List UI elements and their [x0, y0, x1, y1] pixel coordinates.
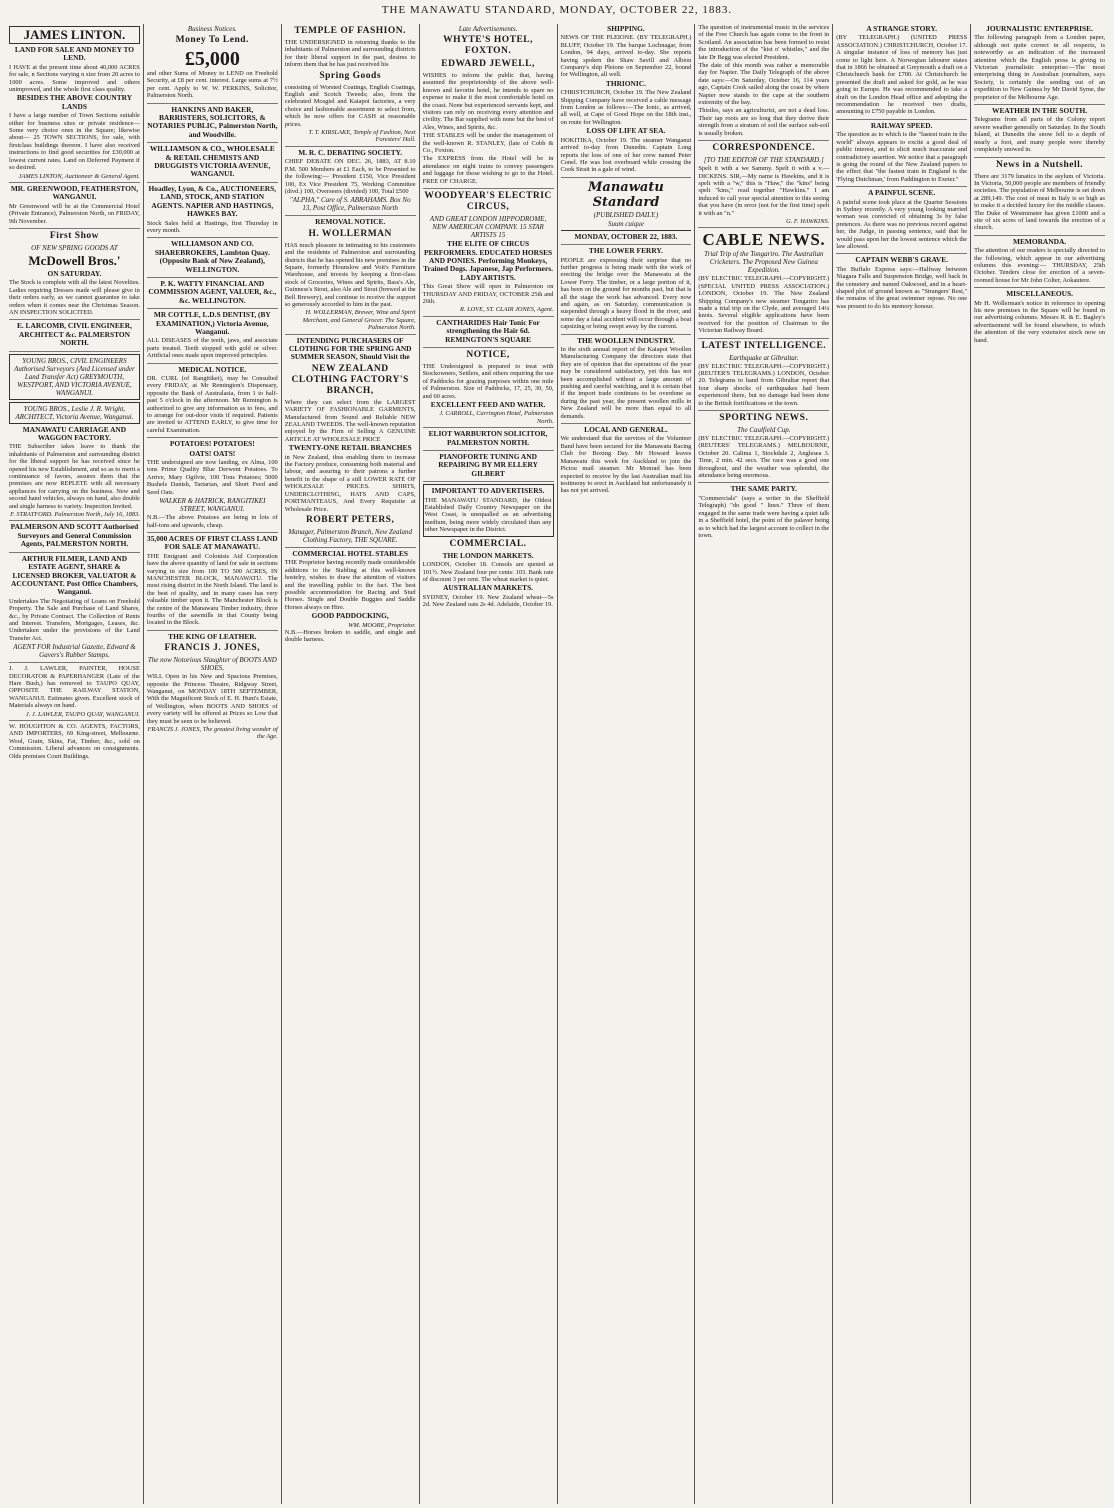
same-party-section	[698, 485, 829, 542]
weather-heading: WEATHER IN THE SOUTH.	[992, 106, 1088, 116]
intending-heading: INTENDING PURCHASERS OF CLOTHING FOR THE SPRING AND SUMMER SEASON, Should Visit the	[288, 335, 412, 362]
memoranda-heading: MEMORANDA.	[1012, 236, 1067, 246]
carriage-sig: F. STRATFORD. Palmerston North, July 16, 1883.	[10, 511, 140, 519]
local-heading: LOCAL AND GENERAL.	[584, 425, 668, 435]
cottle-heading: MR COTTLE, L.D.S DENTIST, (BY EXAMINATION,) Victoria Avenue, Wanganui.	[153, 310, 271, 336]
strange-story	[836, 25, 967, 120]
peters-sub: Manager, Palmerston Branch, New Zealand Clothing Factory, THE SQUARE.	[288, 527, 413, 544]
hoadley-text: Stock Sales held at Hastings, first Thursday in every month.	[146, 219, 278, 234]
music-text: The question of instrumental music in the services of the Free Church has again come to the front in Scotland. An association has been formed to resist the introduction of the "kist o' whistles," and the late Dr Begg was elected President.	[698, 24, 830, 61]
woodyear-dates: This Great Show will open in Palmerston on THURSDAY AND FRIDAY, OCTOBER 25th and 26th.	[422, 283, 554, 305]
aus-markets-heading: AUSTRALIAN MARKETS.	[443, 583, 534, 593]
late-ads-heading: Late Advertisements.	[458, 25, 518, 33]
piano-ad	[423, 453, 554, 482]
mcdowell-ad	[9, 231, 140, 320]
jewell-text: WISHES to inform the public that, having assumed the proprietorship of the above well-known and favorite hotel, he intends to spare no expense to make it the most comfortable hotel on the coast. None but experienced servants kept, and visitors can rely on receiving every attention and civility. The Bar supplied with none but the best of Ales, Wines, and Spirits, &c.	[422, 72, 554, 131]
nutshell-text: There are 3179 lunatics in the asylum of Victoria. In Victoria, 50,000 people are members of friendly societies. The population of Melbourne is set down at 289,149. The cost of meat in Italy is so high as to make it a decided luxury for the middle classes. The Duke of Westminster has given £1000 and a site of six acres of land towards the erection of a church.	[974, 172, 1105, 232]
aus-markets-text: SYDNEY, October 19. New Zealand wheat—5s 2d. New Zealand oats 2s 4d. Adelaide, October 19.	[422, 593, 554, 609]
painful-text: A painful scene took place at the Quarter Sessions in Sydney recently. A very young looking married woman was convicted of obtaining 3s by false pretences. As there was no previous record against her, the Judge, in passing sentence, said that he would pass upon her the lowest sentence which the law allowed.	[836, 198, 968, 250]
peters-name: ROBERT PETERS,	[306, 514, 395, 525]
cable-sub: Trial Trip of the Tongariro. The Australian Cricketers. The Proposed New Guinea Expedition.	[704, 250, 824, 275]
london-markets-text: LONDON, October 18. Consols are quoted at 101½. New Zealand four per cents: 103. Bank rate of discount 3 per cent. The wheat market is quiet.	[422, 561, 554, 583]
column-3	[282, 24, 420, 1504]
young-bros-ad-2	[9, 402, 140, 424]
linton-sub: LAND FOR SALE AND MONEY TO LEND.	[14, 45, 135, 63]
column-1	[6, 24, 144, 1504]
palmerson-ad	[9, 523, 140, 552]
oats-heading: OATS! OATS!	[189, 448, 236, 458]
larcombe-text: E. LARCOMB, CIVIL ENGINEER, ARCHITECT &c. PALMERSTON NORTH.	[16, 321, 132, 348]
nutshell-article	[974, 160, 1105, 236]
young-bros-ad-1	[9, 354, 140, 400]
jewell-stables: THE STABLES will be under the management of the well-known R. STANLEY, (late of Cobb & Co., Foxton.	[422, 132, 554, 155]
woodyear-heading: WOODYEAR'S ELECTRIC CIRCUS,	[424, 191, 552, 213]
jones-name: FRANCIS J. JONES,	[164, 643, 261, 654]
lawler-text: J. J. LAWLER, PAINTER, HOUSE DECORATOR & PAPERHANGER (Late of the Hare Bush,) has removed to TAUPO QUAY, OPPOSITE THE RAILWAY STATION, WANGANUI. Estimates given. Excellent stock of Materials always on hand.	[9, 665, 140, 710]
watty-ad	[147, 280, 278, 309]
memoranda-article	[974, 238, 1105, 288]
moore-text: N.B.—Horses broken to saddle, and single and double harness.	[284, 628, 416, 644]
piano-text: PIANOFORTE TUNING AND REPAIRING BY MR ELLERY GILBERT	[438, 452, 538, 478]
spring-heading: Spring Goods	[319, 70, 382, 81]
important-heading: IMPORTANT TO ADVERTISERS.	[431, 486, 545, 496]
commercial-section	[423, 539, 554, 612]
ferry-article	[561, 247, 692, 334]
stables-text: THE Proprietor having recently made considerable additions to the Stabling at this well-known hostelry, wishes to draw the attention of visitors and the travelling public to the fact. The best possible accommodation for Racing and Stud Horses. Single and Double Buggies and Saddle Horses always on Hire.	[284, 559, 416, 611]
wb-text: WILLIAMSON AND CO. SHAREBROKERS, Lambton Quay. (Opposite Bank of New Zealand), WELLINGTON.	[154, 239, 270, 274]
notice-heading: NOTICE,	[466, 349, 510, 360]
filmer-heading: ARTHUR FILMER, LAND AND ESTATE AGENT, SHARE & LICENSED BROKER, VALUATOR & ACCOUNTANT. Post Office Chambers, Wanganui.	[11, 553, 138, 597]
weather-article	[974, 107, 1105, 157]
shipping-section	[561, 25, 692, 178]
business-notices-heading: Business Notices.	[187, 25, 237, 33]
notice-text: THE Undersigned is prepared to treat with Stockowners, Settlers, and others requiring the use of Paddocks for grazing purposes within one mile of Palmerston. Size of Paddocks, 17, 25, 30, 50, and 60 acres.	[422, 362, 554, 400]
houghton-ad	[9, 723, 140, 763]
column-7	[833, 24, 971, 1504]
sporting-heading: SPORTING NEWS.	[719, 413, 809, 424]
agent-text: AGENT FOR Industrial Gazette, Edward & Gavers's Rubber Stamps.	[13, 643, 136, 660]
williamson-text: WILLIAMSON & CO., WHOLESALE & RETAIL CHEMISTS AND DRUGGISTS VICTORIA AVENUE, WANGANUI.	[149, 144, 275, 179]
first-show-sub: OF NEW SPRING GOODS AT	[31, 243, 118, 252]
sporting-text: (BY ELECTRIC TELEGRAPH.—COPYRIGHT.) (REUTERS' TELEGRAMS.) MELBOURNE, October 20. Calima 1, Stockdale 2, Anglesea 3. Time, 2 min. 42 secs. The race was a good one throughout, and the weather was splendid, the attendance being enormous.	[698, 435, 830, 480]
debating-ad	[285, 149, 416, 216]
column-6	[695, 24, 833, 1504]
twenty-one-heading: TWENTY-ONE RETAIL BRANCHES	[288, 443, 412, 453]
sporting-sub: The Caulfield Cup.	[737, 426, 791, 435]
woodyear-text: THE ELITE OF CIRCUS PERFORMERS. EDUCATED HORSES AND PONIES. Performing Monkeys, Trained Dogs. Japanese, Jap Performers. LADY ARTISTS.	[423, 239, 553, 282]
removal-ad	[285, 218, 416, 334]
clothing-ad	[285, 337, 416, 548]
whyte-ad	[423, 35, 554, 189]
temple-heading: TEMPLE OF FASHION.	[294, 26, 407, 36]
local-article	[561, 426, 692, 498]
wb-ad	[147, 240, 278, 278]
same-party-text: "Commercials" (says a writer in the Sheffield Telegraph) "do good " lines." Three of them engaged in the same trade were having a quiet talk in a Sheffield hotel, the point of the palaver being as to which had the largest account to collect in the town.	[698, 494, 830, 539]
paddocking-heading: GOOD PADDOCKING,	[311, 611, 389, 621]
hoadley-heading: Hoadley, Lyon, & Co., AUCTIONEERS, LAND, STOCK, AND STATION AGENTS. NAPIER AND HASTINGS, HAWKES BAY.	[148, 183, 277, 219]
latest-sub: Earthquake at Gibraltar.	[729, 353, 799, 362]
oats-text: THE undersigned are now landing, ex Alma, 100 tons Prime Quality Blue Derwent Potatoes. To Arrive, Mary Ogilvie, 100 Tons Potatoes; 5000 Bushels Danish, Tartarian, and Short Feed and Seed Oats.	[146, 459, 278, 496]
latest-section	[698, 341, 829, 411]
loss-heading: LOSS OF LIFE AT SEA.	[586, 126, 666, 136]
shipping-text: NEWS OF THE PLEIONE. (BY TELEGRAPH.) BLUFF, October 19. The barque Lochnagar, from London, 94 days, arrived to-day. She reports having spoken the Shaw Savill and Albion Company's ship Pleione on September 22, bound for Wellington, all well.	[560, 34, 692, 79]
correspondence-sub: [TO THE EDITOR OF THE STANDARD.]	[703, 156, 824, 165]
filmer-ad	[9, 555, 140, 663]
money-ad	[147, 35, 278, 104]
jones-sub: The now Notorious Slaughter of BOOTS AND SHOES,	[147, 656, 277, 673]
woodyear-sub: AND GREAT LONDON HIPPODROME, NEW AMERICAN COMPANY. 15 STAR ARTISTS 15	[429, 215, 547, 240]
wollerman-sig: H. WOLLERMAN, Brewer, Wine and Spirit Merchant, and General Grocer. The Square, Palmerston North.	[302, 309, 416, 332]
jones-ad	[147, 633, 278, 743]
weather-text: Telegrams from all parts of the Colony report severe weather generally on Saturday. In the South Island, at Dunedin the snow fell to a depth of nearly a foot, and many people were thereby completely snowed in.	[974, 116, 1105, 154]
linton-ad	[9, 26, 140, 183]
misc-article	[974, 290, 1105, 347]
manchester-text: THE Emigrant and Colonists Aid Corporation have the above quantity of land for sale in sections varying in size from 100 TO 500 ACRES, IN MANCHESTER BLOCK, MANAWATU. The most rising district in the North Island. The land is the best of quality, and in many cases has very valuable timber upon it. The Manchester Block is the centre of the Manawatu Timber industry, three fourths of the sawmills in that County being located in the Block.	[146, 552, 278, 627]
linton-sig: JAMES LINTON, Auctioneer & General Agent.	[18, 172, 140, 180]
nz-clothing-text: Where they can select from the LARGEST VARIETY OF FASHIONABLE GARMENTS, Manufactured from Sound and Reliable NEW ZEALAND TWEEDS. The well-known reputation enjoyed by the Firm of Selling A GENUINE ARTICLE AT WHOLESALE PRICE	[284, 398, 416, 443]
wollerman-text: HAS much pleasure in intimating to his customers and the residents of Palmerston and surrounding districts that he has opened his new premises in the Square, formerly Hounslow and Voit's Furniture Warehouse, and invests by keeping a first-class stock of Groceries, Wines and Spirits, Bass's Ale, Guinness's Stout, also Ale and Stout (brewed at the Bell Brewery), and continue to receive the support so generously accorded to him in the past.	[284, 241, 416, 308]
column-5	[558, 24, 696, 1504]
latest-heading: LATEST INTELLIGENCE.	[701, 340, 827, 351]
paper-motto: Suum cuique	[607, 219, 644, 228]
jewell-express: The EXPRESS from the Hotel will be in attendance on night trains to convey passengers and luggage for those wishing to go to the Hotel. FREE OF CHARGE.	[422, 155, 554, 185]
stables-ad	[285, 550, 416, 647]
twenty-one-text: in New Zealand, thus enabling them to increase the Factory produce, consuming both material and labour, and assuring to their patrons a further benefit in the shape of a still LOWER RATE OF WHOLESALE PRICES. SHIRTS, UNDERCLOTHING, HATS AND CAPS, PORTMANTEAUS, And Every Requisite at Wholesale Price.	[284, 453, 416, 513]
thistle-text: Thistles, says an agriculturist, are not a dead loss. Their tap roots are so long that they derive their strength from a stratum of soil the surface sub-soil is usually broken.	[698, 107, 830, 137]
jewell-name: EDWARD JEWELL,	[441, 59, 535, 69]
nz-clothing-heading: NEW ZEALAND CLOTHING FACTORY'S BRANCH,	[291, 363, 409, 396]
strange-heading: A STRANGE STORY.	[866, 24, 937, 33]
strange-text: (BY TELEGRAPH.) (UNITED PRESS ASSOCIATION.) CHRISTCHURCH, October 17. A singular instance of loss of memory has just come to light here. A Norwegian labourer states that in 1866 he obtained at Greymouth a draft on a Christchurch bank for £700. At Christchurch he presented the draft and asked for gold, as he was going to Europe. He was recommended to take a draft on the London Head office and adopting the recommendation he received two drafts, amounting to £750 payable in London.	[836, 34, 968, 116]
kirslake-sig: T. T. KIRSLAKE, Temple of Fashion, Next Foresters' Hall.	[308, 129, 416, 144]
jones-sig: FRANCIS J. JONES, The greatest living wonder of the Age.	[147, 726, 278, 741]
wollerman-name: H. WOLLERMAN	[308, 228, 392, 239]
masthead: THE MANAWATU STANDARD, MONDAY, OCTOBER 22, 1883.	[381, 4, 733, 16]
painful-scene	[836, 189, 967, 254]
carriage-ad	[9, 426, 140, 522]
first-show: First Show	[49, 230, 99, 241]
paper-name: Manawatu Standard	[588, 179, 664, 210]
medical-ad	[147, 366, 278, 439]
commercial-heading: COMMERCIAL.	[449, 538, 527, 549]
temple-text: THE UNDERSIGNED in returning thanks to the inhabitants of Palmerston and surrounding districts for their liberal support in the past, desires to inform them that he has just received his	[284, 39, 416, 69]
woodyear-sig: R. LOVE, ST. CLAIR JONES, Agent.	[460, 306, 554, 314]
webb-grave	[836, 256, 967, 313]
woollen-heading: THE WOOLLEN INDUSTRY.	[577, 335, 675, 345]
important-text: THE MANAWATU STANDARD, the Oldest Established Daily Country Newspaper on the West Coast, is unequalled as an advertising medium, being more widely circulated than any other Newspaper in the District.	[424, 496, 552, 534]
warburton-text: ELIOT WARBURTON SOLICITOR, PALMERSTON NORTH.	[428, 429, 548, 447]
railway-heading: RAILWAY SPEED.	[870, 120, 933, 130]
jones-text: WILL Open in his New and Spacious Premises, opposite the Princess Theatre, Ridgway Street, Wanganui, on MONDAY 18TH SEPTEMBER, With the Magnificent Stock of E. H. Hunt's Estate, of Wellington, when BOOTS AND SHOES of every variety will be offered at Prices so Low that they must be seen to be believed.	[146, 673, 278, 725]
besides-heading: BESIDES THE ABOVE COUNTRY LANDS	[16, 93, 133, 111]
medical-heading: MEDICAL NOTICE.	[178, 364, 247, 374]
paper-title-block	[561, 180, 692, 245]
london-markets-heading: THE LONDON MARKETS.	[442, 550, 534, 560]
besides-text: I have a large number of Town Sections suitable either for business sites or private residence—Some very choice ones in the Square; likewise about— 25 TOWN SECTIONS, for sale, with firstclass buildings thereon. I have also received instructions to find good securities for £30,000 at lowest current rates. Land on Deferred Payment if so desired.	[9, 112, 140, 172]
misc-articles	[698, 24, 829, 141]
paper-date: MONDAY, OCTOBER 22, 1883.	[574, 231, 678, 241]
webb-heading: CAPTAIN WEBB'S GRAVE.	[855, 255, 948, 265]
moore-sig: WM. MOORE, Proprietor.	[348, 621, 416, 629]
same-party-heading: THE SAME PARTY.	[730, 484, 798, 494]
money-text: and other Sums of Money to LEND on Freehold Security, at £8 per cent. interest. Large sums at 7½ per cent. Apply to W. W. PERKINS, Solicitor, Palmerston North.	[146, 70, 278, 100]
railway-text: The question as to which is the "fastest train in the world" always appears to excite a good deal of public interest, and to elicit much inaccurate and contradictory assertion. We notice that a paragraph is going the round of the New Zealand papers to the effect that "the fastest train in England is the 'Flying Dutchman,' from Paddington to Exeter."	[836, 131, 968, 183]
money-heading: Money To Lend.	[175, 35, 249, 45]
alpha-text: "ALPHA," Care of S. ABRAHAMS. Box No 13, Post Office, Palmerston North	[289, 196, 411, 213]
column-8	[971, 24, 1108, 1504]
railway-speed	[836, 122, 967, 187]
hoadley-ad	[147, 185, 278, 238]
feed-heading: EXCELLENT FEED AND WATER.	[430, 400, 546, 409]
correspondence-text: Spelt it with a we Sammy. Spelt it with a v.—DICKENS. SIR,—My name is Hawkins, and it is spelt with a "w," this is "Haw," the "kins" being spelt "kins," read together "Hawkins." I am induced to call your special attention to this seeing that you have (in error (not for the first time) spelt it with an "n."	[698, 165, 830, 217]
ferry-heading: THE LOWER FERRY.	[588, 246, 663, 256]
carroll-sig: J. CARROLL, Carrington Hotel, Palmerston North.	[439, 410, 554, 425]
warburton-ad	[423, 430, 554, 451]
paddock-notice	[423, 350, 554, 428]
thrionic-heading: THRIONIC.	[605, 78, 646, 88]
young-bros-text-2: YOUNG BROS., Leslie J. R. Wright, ARCHITECT, Victoria Avenue, Wanganui.	[15, 404, 134, 421]
correspondence-sig: G. F. HAWKINS.	[786, 217, 830, 225]
mcdowell-day: ON SATURDAY.	[47, 268, 102, 278]
greenwood-text: Mr Greenwood will be at the Commercial Hotel (Private Entrance), Palmerston North, on FRIDAY, 9th November.	[9, 202, 140, 225]
hankins-ad	[147, 106, 278, 144]
leather-heading: THE KING OF LEATHER.	[168, 631, 257, 641]
money-amount: £5,000	[184, 48, 240, 70]
correspondence-section	[698, 143, 829, 228]
shipping-heading: SHIPPING.	[607, 24, 645, 33]
linton-name: JAMES LINTON.	[9, 26, 140, 44]
journalistic-text: The following paragraph from a London paper, although not quite correct in all respects, is noteworthy as an indication of the increased attention which the English press is giving to Victorian journalistic enterprise:—The most enterprising thing in Australian journalism, says Society, is certainly the sending out of an expedition to New Guinea by Mr David Syme, the proprietor of the Melbourne Age.	[974, 34, 1105, 101]
greenwood-name: MR. GREENWOOD, FEATHERSTON, WANGANUI.	[10, 183, 139, 202]
journalistic-article	[974, 25, 1105, 105]
removal-heading: REMOVAL NOTICE.	[315, 217, 386, 227]
hankins-text: HANKINS AND BAKER, BARRISTERS, SOLICITORS, & NOTARIES PUBLIC, Palmerston North, and Woodville.	[147, 104, 278, 139]
walker-text: N.B.—The above Potatoes are being in lots of half-tons and upwards, cheap.	[146, 514, 278, 529]
watty-text: P. K. WATTY FINANCIAL AND COMMISSION AGENT, VALUER, &c., &c. WELLINGTON.	[148, 278, 277, 305]
cantharides-text: CANTHARIDES Hair Tonic For strengthening the Hair 6d. REMINGTON'S SQUARE	[436, 317, 540, 344]
palmerson-text: PALMERSON AND SCOTT Authorised Surveyors and General Commission Agents, PALMERSTON NORTH.	[10, 522, 139, 549]
cable-section	[698, 230, 829, 338]
latest-text: (BY ELECTRIC TELEGRAPH.—COPYRIGHT.) (REUTER'S TELEGRAMS.) LONDON, October 20. Telegrams to hand from Gibraltar report that four sharp shocks of earthquakes had been experienced there, but no damage had been done to the British fortifications or the town.	[698, 362, 830, 407]
important-ad	[423, 484, 554, 536]
column-2	[144, 24, 282, 1504]
journalistic-heading: JOURNALISTIC ENTERPRISE.	[986, 24, 1093, 33]
correspondence-heading: CORRESPONDENCE.	[712, 143, 816, 154]
manchester-heading: 35,000 ACRES OF FIRST CLASS LAND FOR SALE AT MANAWATU.	[147, 533, 278, 552]
cantharides-ad	[423, 319, 554, 348]
young-bros-text-1: YOUNG BROS., CIVIL ENGINEERS Authorised Surveyors (And Licensed under Land Transfer Act) GREYMOUTH, WESTPORT, AND VICTORIA AVENUE, WANGANUI.	[14, 356, 135, 397]
linton-text: I HAVE at the present time about 40,000 ACRES for sale, n Sections varying n size from 20 acres to 1000 acres. Some improved and others unimproved, and the whole first class quality.	[9, 63, 140, 94]
mcdowell-text: The Stock is complete with all the latest Novelties. Ladies requiring Dresses made will please give in their orders early, as we cannot guarantee to take orders when it comes near the Christmas Season. AN INSPECTION SOLICITED.	[9, 279, 140, 316]
mcdowell-name: McDowell Bros.'	[28, 252, 121, 268]
local-text: We understand that the services of the Volunteer Band have been secured for the Manawatu Racing Club for Boxing Day. Mr Howard leaves Manawatu this week for Auckland to join the Pictou mail steamer. Mr Monrad has been expected to receive by the last Australian mail his testimony to erect in Auckland but unfortunately it has not yet arrived.	[560, 435, 692, 495]
paper-sub: (PUBLISHED DAILY.)	[593, 210, 659, 219]
temple-ad	[285, 26, 416, 147]
lawler-sig: J. J. LAWLER, TAUPO QUAY, WANGANUI.	[25, 710, 140, 718]
walker-name: WALKER & HATRICK, RANGITIKEI STREET, WANGANUI.	[159, 497, 266, 514]
medical-text: DR. CURL (of Rangitikei), may be Consulted every FRIDAY, at Mr Remington's Dispensary, opposite the Bank of Australasia, from 1 to half-past 5 o'clock in the afternoon. Mr Remington is authorized to give any information as to fees, and to arrange for out-door visits if required. Patients are invited to ATTEND EARLY, to give time for careful Examination.	[146, 375, 278, 434]
potatoes-heading: POTATOES! POTATOES!	[169, 439, 255, 449]
filmer-text: Undertakes The Negotiating of Loans on Freehold Property. The Sale and Purchase of Land Shares, &c., by Private Contract. The Collection of Rents and Interest. Transfers, Mortgages, Leases, &c. Undertaken under the provisions of the Land Transfer Act.	[9, 597, 140, 642]
cable-heading: CABLE NEWS.	[702, 230, 826, 250]
napier-text: The date of this month was rather a memorable day for Napier. The Daily Telegraph of the above date says:—On Saturday, October 16, 114 years ago, Captain Cook sailed along the coast by where Napier now stands to the cape at the southern extremity of the bay.	[698, 62, 830, 107]
potatoes-ad	[147, 440, 278, 533]
woollen-article	[561, 337, 692, 424]
whyte-heading: WHYTE'S HOTEL, FOXTON.	[443, 35, 533, 56]
woodyear-ad	[423, 191, 554, 317]
debating-text: CHIEF DEBATE ON DEC. 26, 1883, AT 8.10 P.M. 500 Members at £1 Each, to be Presented to the following:— President £150, Vice President 100, Ex Vice President 75, Working Committee (divd.) 100, Overseers (divided) 100, Total £500	[284, 158, 416, 195]
painful-heading: A PAINFUL SCENE.	[868, 188, 936, 198]
newspaper-columns	[6, 24, 1108, 1504]
carriage-text: THE Subscriber takes leave to thank the inhabitants of Palmerston and surrounding district for the liberal support he has received since he opened his new Establishment, and so as to merit a continuance of favors, assures them that the premises are now REPLETE with all necessary appliances for carrying on the business. New and second hand vehicles, always on hand, also double and single harness to variety. Inspection Invited.	[9, 443, 140, 510]
paper-rule	[561, 230, 692, 231]
thrionic-text: CHRISTCHURCH, October 19. The New Zealand Shipping Company have received a cable message from London as follows:—The Ionic, as arrived, all well, at Cape of Good Hope on the 18th inst., on route for Wellington.	[560, 89, 692, 126]
cottle-text: ALL DISEASES of the teeth, jaws, and associate parts treated. Teeth stopped with gold or silver. Artificial ones made upon improved principles.	[146, 337, 278, 360]
lawler-ad	[9, 665, 140, 721]
webb-text: The Buffalo Express says:—Halfway between Niagara Falls and Suspension Bridge, well back in the cemetery and named Oakwood, and in a heart-shaped plot of ground known as "Strangers' Rest," the remains of the great swimmer repose. No one was present to do his memory honour.	[836, 265, 968, 310]
misc-text: Mr H. Wollerman's notice in reference to opening his new premises in the Square will be found in our advertising columns. Messrs R. & E. Bagley's advertisement will be found elsewhere, to which the attention of the very extensive stock now on hand.	[974, 299, 1105, 344]
memoranda-text: The attention of our readers is specially directed to the following, which appear in our advertising columns this evening:— THURSDAY, 25th October. Tenders close for erection of a seven-roomed house for Mr John Colter, Aokautere.	[974, 247, 1105, 284]
williamson-ad	[147, 145, 278, 183]
cottle-ad	[147, 311, 278, 363]
debating-heading: M. R. C. DEBATING SOCIETY.	[298, 147, 403, 157]
stables-heading: COMMERCIAL HOTEL STABLES	[292, 548, 409, 558]
cable-text: (BY ELECTRIC TELEGRAPH.—COPYRIGHT.) (SPECIAL UNITED PRESS ASSOCIATION.) LONDON, October 19. The New Zealand Shipping Company's new steamer Tongariro has made a trial trip on the Clyde, and averaged 14¼ knots. Several eligible applications have been received for the position of Chairman to the Victorian Railway Board.	[698, 275, 830, 335]
greenwood-ad	[9, 185, 140, 229]
misc-heading: MISCELLANEOUS.	[1006, 289, 1073, 299]
nutshell-heading: News in a Nutshell.	[996, 159, 1084, 170]
column-4	[420, 24, 558, 1504]
sporting-section	[698, 413, 829, 483]
houghton-text: W. HOUGHTON & CO. AGENTS, FACTORS, AND IMPORTERS, 69 King-street, Melbourne. Wool, Grain, Skins, Fat, Timber, &c., sold on Commission. Liberal advances on consignments. Olds premises Court Buildings.	[9, 723, 140, 760]
woollen-text: In the sixth annual report of the Kaiapoi Woollen Manufacturing Company the directors state that they are of opinion that the operations of the year may be considered satisfactory, yet this has not been accomplished without a large amount of pushing and careful watching, and it is certain that if the import trade continues to be overdone as during the past year, the present woollen mills in New Zealand will be more than equal to all demands.	[560, 346, 692, 420]
ferry-text: PEOPLE are expressing their surprise that no further progress is being made with the work of erecting the bridge over the Manawatu at the Lower Ferry. The timber, or a large portion of it, has been on the ground for months past, but that is all the stage the work has advanced. Every now and again, as on Saturday, communication is suspended through a heavy flood in the river, and some day a fatal accident will occur through a boat capsizing or being swept away by the current.	[560, 256, 692, 331]
manchester-ad	[147, 535, 278, 631]
larcombe-ad	[9, 322, 140, 351]
spring-text: consisting of Worsted Coatings, English Coatings, English and Scotch Tweeds; also, from the celebrated Mosgiel and Kaiapoi factories, a very choice and fashionable assortment to select from, which he now offers for CASH at reasonable prices.	[284, 83, 416, 128]
carriage-heading: MANAWATU CARRIAGE AND WAGGON FACTORY.	[22, 424, 127, 442]
loss-text: HOKITIKA, October 19. The steamer Wanganui arrived to-day from Dunedin. Captain Long reports the loss of one of her crew named Peter Conel. He was lost overboard while crossing the Cook Strait in a gale of wind.	[560, 136, 692, 174]
